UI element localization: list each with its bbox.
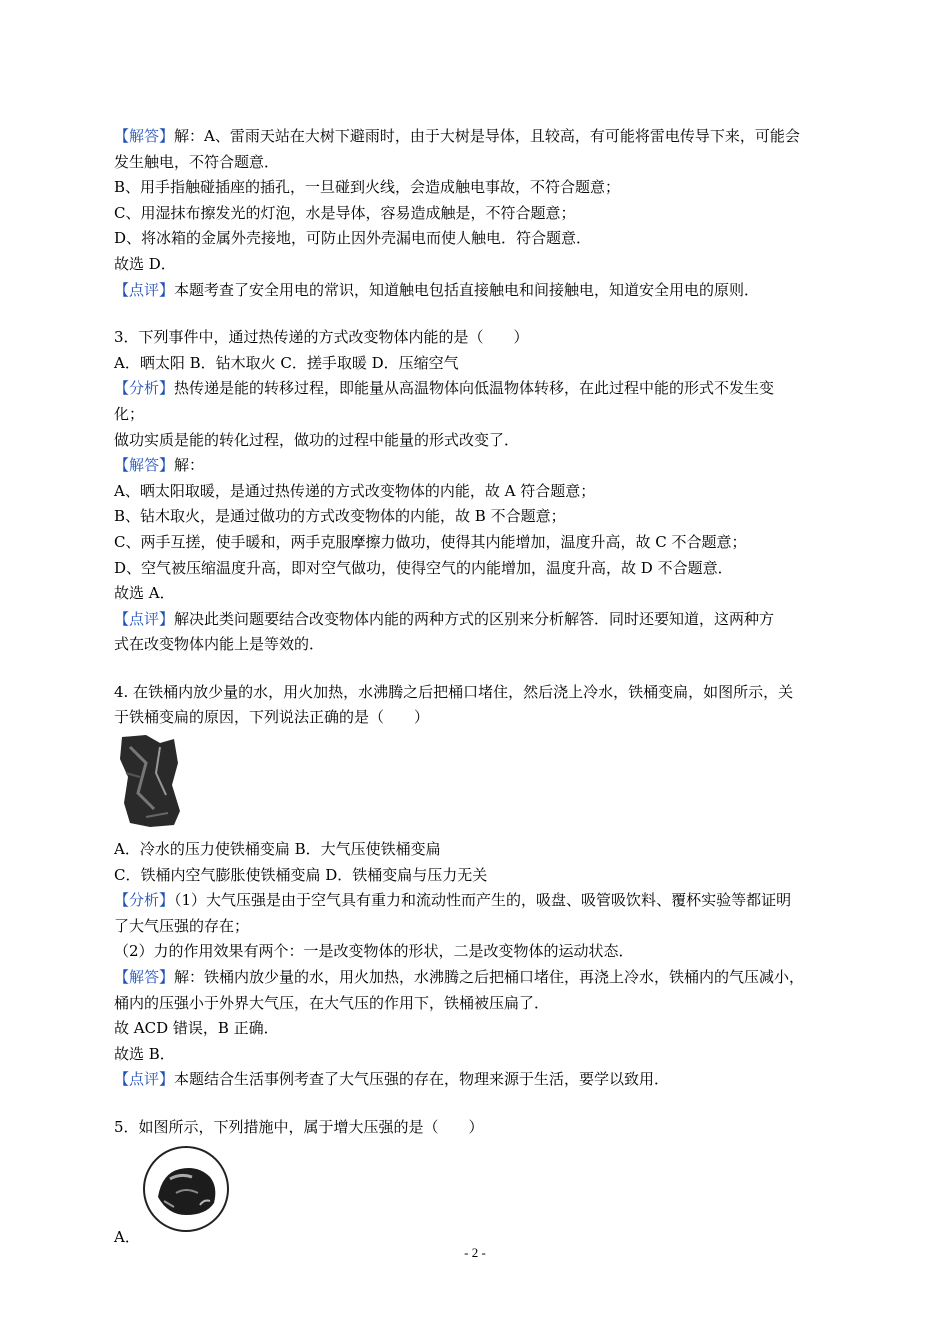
q4-answer-line-4: 故选 B． [114, 1044, 175, 1063]
comment-tag: 【点评】 [114, 1070, 175, 1089]
q3-stem: 3．下列事件中，通过热传递的方式改变物体内能的是（ ） [114, 328, 529, 347]
comment-tag: 【点评】 [114, 609, 175, 628]
q3-answer-line-3: B、钻木取火，是通过做功的方式改变物体的内能，故 B 不合题意； [114, 507, 566, 526]
q3-comment-line-2: 式在改变物体内能上是等效的． [114, 635, 325, 654]
q3-comment-line-1: 【点评】解决此类问题要结合改变物体内能的两种方式的区别来分析解答．同时还要知道，这两种方 [114, 609, 775, 628]
q3-answer-line-4: C、两手互搓，使手暖和，两手克服摩擦力做功，使得其内能增加，温度升高，故 C 不合题意； [114, 532, 747, 551]
q2-answer-line-5: D、将冰箱的金属外壳接地，可防止因外壳漏电而使人触电．符合题意． [114, 229, 592, 248]
q2-answer-line-2: 发生触电，不符合题意． [114, 152, 280, 171]
analysis-tag: 【分析】 [114, 379, 175, 398]
q4-analysis-line-1: 【分析】（1）大气压强是由于空气具有重力和流动性而产生的，吸盘、吸管吸饮料、覆杯实验等都证明 [114, 891, 792, 910]
q3-analysis-line-2: 化； [114, 404, 145, 423]
q3-answer-line-1: 【解答】解： [114, 456, 205, 475]
answer-tag: 【解答】 [114, 456, 175, 475]
q4-answer-line-3: 故 ACD 错误，B 正确． [114, 1019, 279, 1038]
q4-options-line-1: A．冷水的压力使铁桶变扁 B．大气压使铁桶变扁 [114, 840, 441, 859]
option-a-figure [140, 1143, 232, 1235]
q4-analysis-line-3: （2）力的作用效果有两个：一是改变物体的形状，二是改变物体的运动状态． [114, 942, 634, 961]
q2-answer-line-3: B、用手指触碰插座的插孔，一旦碰到火线，会造成触电事故，不符合题意； [114, 178, 621, 197]
q3-answer-line-6: 故选 A． [114, 584, 175, 603]
answer-tag: 【解答】 [114, 968, 175, 987]
q5-option-a: A． [114, 1227, 140, 1246]
q4-stem-line-1: 4. 在铁桶内放少量的水，用火加热，水沸腾之后把桶口堵住，然后浇上冷水，铁桶变扁，如图所示，关 [114, 682, 794, 701]
q4-stem-line-2: 于铁桶变扁的原因，下列说法正确的是（ ） [114, 708, 430, 727]
q2-answer-line-4: C、用湿抹布擦发光的灯泡，水是导体，容易造成触是，不符合题意； [114, 203, 576, 222]
q2-answer-line-1: 【解答】解：A、雷雨天站在大树下避雨时，由于大树是导体，且较高，有可能将雷电传导下来，可能会 [114, 127, 800, 145]
q3-answer-line-5: D、空气被压缩温度升高，即对空气做功，使得空气的内能增加，温度升高，故 D 不合题意． [114, 558, 733, 577]
q4-comment-line-1: 【点评】本题结合生活事例考查了大气压强的存在，物理来源于生活，要学以致用． [114, 1070, 670, 1089]
q4-options-line-2: C．铁桶内空气膨胀使铁桶变扁 D．铁桶变扁与压力无关 [114, 865, 488, 884]
page-number: - 2 - [464, 1245, 486, 1260]
q5-stem: 5．如图所示，下列措施中，属于增大压强的是（ ） [114, 1118, 484, 1136]
q4-analysis-line-2: 了大气压强的存在； [114, 916, 250, 935]
q3-answer-line-2: A、晒太阳取暖，是通过热传递的方式改变物体的内能，故 A 符合题意； [114, 481, 596, 500]
q3-analysis-line-3: 做功实质是能的转化过程，做功的过程中能量的形式改变了． [114, 430, 520, 449]
q2-comment: 【点评】本题考查了安全用电的常识，知道触电包括直接触电和间接触电，知道安全用电的原则． [114, 280, 760, 299]
q4-answer-line-1: 【解答】解：铁桶内放少量的水，用火加热，水沸腾之后把桶口堵住，再浇上冷水，铁桶内的气压减小， [114, 968, 805, 987]
analysis-tag: 【分析】 [114, 891, 175, 910]
comment-tag: 【点评】 [114, 280, 175, 299]
crushed-bucket-figure [116, 733, 182, 829]
q2-answer-line-6: 故选 D． [114, 254, 176, 273]
document-page [114, 124, 840, 1250]
q4-answer-line-2: 桶内的压强小于外界大气压，在大气压的作用下，铁桶被压扁了． [114, 993, 550, 1012]
q3-analysis-line-1: 【分析】热传递是能的转移过程，即能量从高温物体向低温物体转移，在此过程中能的形式不发生变 [114, 379, 775, 398]
answer-tag: 【解答】 [114, 127, 175, 145]
q3-options: A．晒太阳 B．钻木取火 C．搓手取暖 D．压缩空气 [114, 353, 459, 372]
